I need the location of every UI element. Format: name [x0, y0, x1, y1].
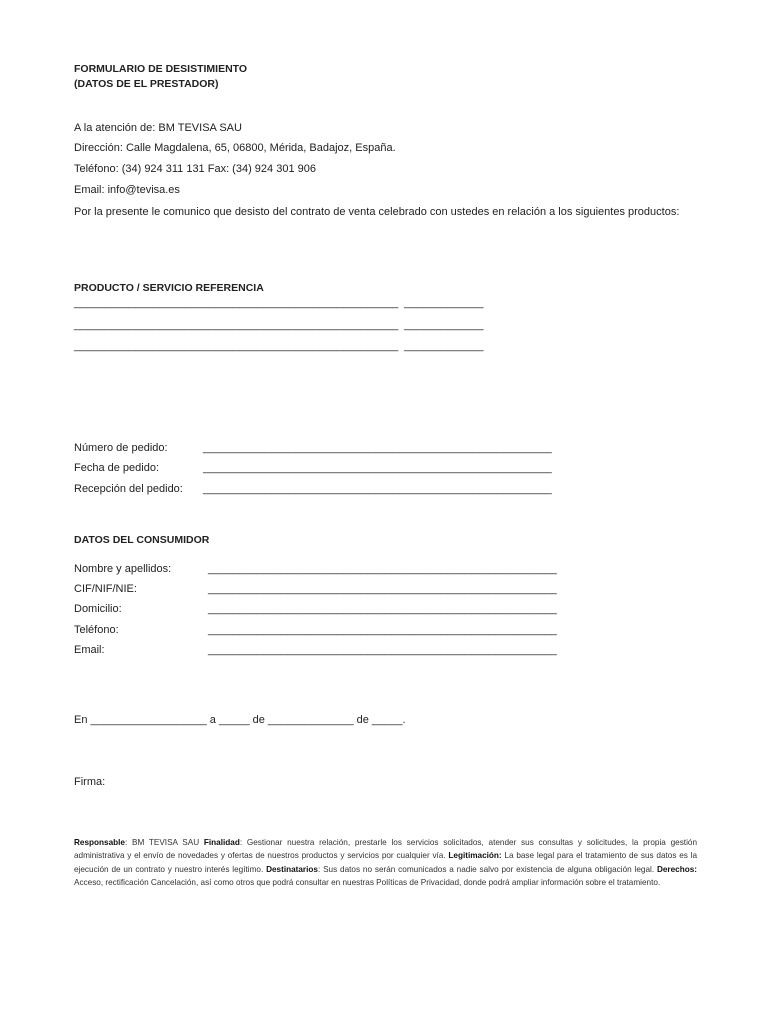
consumer-name-field[interactable]: _________________________________________________________	[208, 563, 557, 575]
consumer-id-label: CIF/NIF/NIE:	[74, 583, 137, 595]
legal-finalidad-text: : Gestionar nuestra relación, prestarle los servicios solicitados, atender sus consultas y solicitudes, la propia gestión administrativa y el envío de novedades y ofertas de nuestros productos y servicios por cualquier vía.	[74, 838, 698, 861]
order-reception-label: Recepción del pedido:	[74, 483, 183, 495]
consumer-address-label: Domicilio:	[74, 603, 122, 615]
legal-responsable-label: Responsable	[74, 838, 125, 847]
provider-email: Email: info@tevisa.es	[74, 184, 180, 196]
provider-address: Dirección: Calle Magdalena, 65, 06800, Mérida, Badajoz, España.	[74, 142, 396, 154]
order-date-field[interactable]: _________________________________________________________	[203, 462, 552, 474]
order-date-label: Fecha de pedido:	[74, 462, 160, 474]
legal-derechos-label: Derechos:	[656, 864, 697, 874]
legal-legitimacion-label: Legitimación:	[448, 851, 502, 861]
order-number-label: Número de pedido:	[74, 442, 168, 454]
consumer-heading: DATOS DEL CONSUMIDOR	[74, 534, 210, 546]
product-line-3[interactable]: _____________________________________________________	[74, 340, 399, 352]
product-line-1[interactable]: _____________________________________________________	[74, 297, 399, 309]
legal-derechos-text: Acceso, rectificación Cancelación, así como otros que podrá consultar en nuestras Políticas de Privacidad, donde podrá ampliar información sobre el tratamiento.	[74, 878, 661, 888]
reference-line-3[interactable]: _____________	[404, 340, 484, 352]
legal-finalidad-label: Finalidad	[203, 838, 240, 847]
consumer-email-field[interactable]: _________________________________________________________	[208, 644, 557, 656]
product-line-2[interactable]: _____________________________________________________	[74, 319, 399, 331]
reference-line-2[interactable]: _____________	[404, 319, 484, 331]
legal-legitimacion-text: La base legal para el tratamiento de sus datos es la ejecución de un contrato y nuestro interés legítimo.	[74, 851, 697, 874]
legal-responsable-text: : BM TEVISA SAU	[124, 838, 204, 847]
order-reception-field[interactable]: _________________________________________________________	[203, 483, 552, 495]
consumer-id-field[interactable]: _________________________________________________________	[208, 583, 557, 595]
place-date-line[interactable]: En ___________________ a _____ de ______________ de _____.	[74, 714, 406, 726]
consumer-phone-field[interactable]: _________________________________________________________	[208, 624, 557, 636]
privacy-notice	[74, 836, 697, 890]
withdrawal-statement: Por la presente le comunico que desisto del contrato de venta celebrado con ustedes en relación a los siguientes productos:	[74, 206, 680, 218]
form-title: FORMULARIO DE DESISTIMIENTO	[74, 63, 248, 75]
reference-line-1[interactable]: _____________	[404, 297, 484, 309]
order-number-field[interactable]: _________________________________________________________	[203, 442, 552, 454]
legal-destinatarios-text: : Sus datos no serán comunicados a nadie salvo por existencia de alguna obligación legal.	[317, 864, 657, 874]
consumer-name-label: Nombre y apellidos:	[74, 563, 172, 575]
consumer-email-label: Email:	[74, 644, 105, 656]
consumer-address-field[interactable]: _________________________________________________________	[208, 603, 557, 615]
legal-destinatarios-label: Destinatarios	[266, 864, 318, 874]
form-subtitle: (DATOS DE EL PRESTADOR)	[74, 78, 219, 90]
provider-phone: Teléfono: (34) 924 311 131 Fax: (34) 924 301 906	[74, 163, 316, 175]
signature-label: Firma:	[74, 776, 106, 788]
products-heading: PRODUCTO / SERVICIO REFERENCIA	[74, 282, 264, 294]
consumer-phone-label: Teléfono:	[74, 624, 119, 636]
provider-attention: A la atención de: BM TEVISA SAU	[74, 122, 242, 134]
